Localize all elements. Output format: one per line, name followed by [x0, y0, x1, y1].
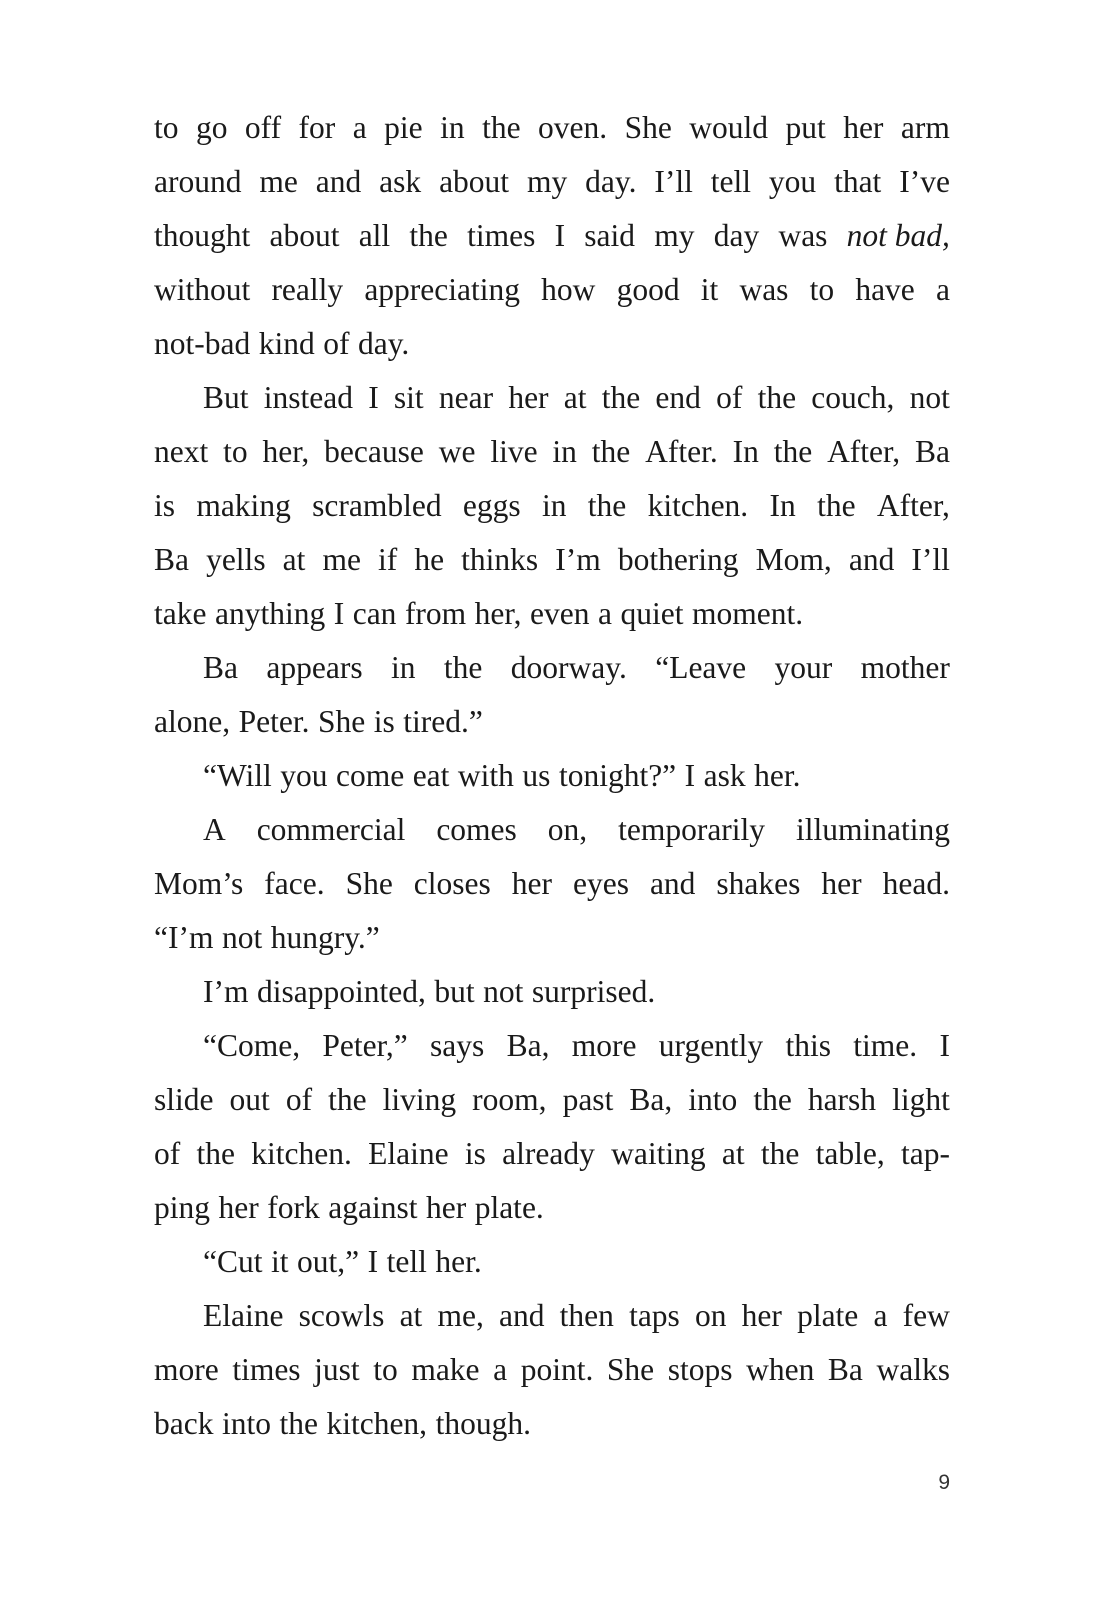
word: Ba [154, 542, 189, 577]
word: it [700, 272, 719, 307]
word: I’ll [654, 164, 693, 199]
word: put [785, 110, 826, 145]
word: me [322, 542, 361, 577]
word: us [522, 758, 551, 793]
word: at [282, 542, 306, 577]
word: you [768, 164, 817, 199]
word: me [259, 164, 298, 199]
word: She [624, 110, 672, 145]
word: he [414, 542, 445, 577]
text-line [154, 857, 950, 911]
word: the [328, 1082, 367, 1117]
word: couch, [811, 380, 895, 415]
word: with [457, 758, 514, 793]
word: is [154, 488, 176, 523]
word: about [269, 218, 340, 253]
word: A [203, 812, 226, 847]
word: closes [413, 866, 491, 901]
word: you [280, 758, 328, 793]
word: not [909, 380, 950, 415]
word: back [154, 1406, 214, 1441]
word: comes [436, 812, 517, 847]
word: if [378, 542, 398, 577]
word: Ba [827, 1352, 863, 1387]
word: against [328, 1190, 418, 1225]
text-line [154, 911, 950, 965]
word: hungry.” [270, 920, 380, 955]
word: the [757, 380, 797, 415]
word: to [809, 272, 835, 307]
word: I [684, 758, 696, 793]
word: go [195, 110, 228, 145]
word: make [411, 1352, 480, 1387]
word: though. [435, 1406, 531, 1441]
text-line [154, 317, 950, 371]
word: come [335, 758, 405, 793]
word: I [554, 218, 566, 253]
word: table, [815, 1136, 885, 1171]
text-line [154, 695, 950, 749]
word: her. [435, 1244, 482, 1279]
word: making [196, 488, 291, 523]
text-line [154, 101, 950, 155]
word: plate. [474, 1190, 544, 1225]
word: her [511, 866, 552, 901]
word: After, [876, 488, 950, 523]
word: Peter,” [322, 1028, 408, 1063]
word: kind [258, 326, 315, 361]
word: Ba, [629, 1082, 673, 1117]
word: pie [384, 110, 423, 145]
word: about [439, 164, 510, 199]
word: Mom’s [154, 866, 244, 901]
word: ping [154, 1190, 211, 1225]
word: times [232, 1352, 301, 1387]
word: Mom, [755, 542, 832, 577]
word: kitchen. [251, 1136, 352, 1171]
word: was [739, 272, 789, 307]
word: point. [520, 1352, 594, 1387]
word: the [409, 218, 448, 253]
word: when [746, 1352, 815, 1387]
word: tell [386, 1244, 427, 1279]
word: all [358, 218, 391, 253]
word: kitchen, [326, 1406, 428, 1441]
word: head. [882, 866, 950, 901]
word: not bad, [846, 218, 950, 253]
word: from [404, 596, 467, 631]
word: the [196, 1136, 235, 1171]
word: can [352, 596, 397, 631]
word: to [223, 434, 248, 469]
word: fork [267, 1190, 320, 1225]
word: disappointed, [256, 974, 426, 1009]
word: “Come, [203, 1028, 301, 1063]
word: at [563, 380, 587, 415]
word: tell [710, 164, 751, 199]
word: said [584, 218, 636, 253]
word: on, [547, 812, 588, 847]
word: really [271, 272, 344, 307]
text-line [154, 1235, 950, 1289]
word: quiet [620, 596, 684, 631]
word: Ba [203, 650, 238, 685]
word: her [425, 1190, 467, 1225]
word: past [562, 1082, 614, 1117]
word: without [154, 272, 251, 307]
word: I [939, 1028, 950, 1063]
word: “Will [203, 758, 272, 793]
word: on [694, 1298, 727, 1333]
word: live [490, 434, 538, 469]
word: of [154, 1136, 181, 1171]
word: just [314, 1352, 360, 1387]
word: Ba, [506, 1028, 550, 1063]
word: in [390, 650, 416, 685]
word: commercial [256, 812, 406, 847]
word: into [688, 1082, 738, 1117]
word: walks [876, 1352, 950, 1387]
text-line [154, 1073, 950, 1127]
word: tonight?” [558, 758, 677, 793]
word: her [508, 380, 549, 415]
word: it [271, 1244, 289, 1279]
word: a [597, 596, 612, 631]
text-line [154, 479, 950, 533]
text-line [154, 1397, 950, 1451]
text-line [154, 209, 950, 263]
word: thought [154, 218, 251, 253]
word: at [721, 1136, 745, 1171]
word: her [218, 1190, 259, 1225]
word: She [345, 866, 393, 901]
word: this [785, 1028, 831, 1063]
word: not-bad [154, 326, 251, 361]
word: ask [379, 164, 422, 199]
word: She [606, 1352, 655, 1387]
text-line [154, 965, 950, 1019]
word: times [467, 218, 536, 253]
word: day [713, 218, 760, 253]
word: the [817, 488, 856, 523]
word: the [443, 650, 483, 685]
word: harsh [807, 1082, 877, 1117]
word: already [502, 1136, 595, 1171]
word: my [526, 164, 568, 199]
word: scowls [298, 1298, 385, 1333]
word: I’m [203, 974, 249, 1009]
word: taps [629, 1298, 680, 1333]
text-line [154, 587, 950, 641]
word: appears [266, 650, 363, 685]
word: we [438, 434, 476, 469]
word: her [741, 1298, 782, 1333]
word: thinks [461, 542, 539, 577]
word: urgently [658, 1028, 764, 1063]
word: that [834, 164, 882, 199]
word: of [716, 380, 743, 415]
word: After, [827, 434, 901, 469]
word: Peter. [238, 704, 310, 739]
word: appreciating [364, 272, 520, 307]
word: off [244, 110, 282, 145]
word: was [778, 218, 828, 253]
word: eyes [572, 866, 629, 901]
word: sit [393, 380, 424, 415]
text-line [154, 1343, 950, 1397]
word: oven. [538, 110, 608, 145]
word: and [848, 542, 895, 577]
word: Ba [915, 434, 950, 469]
text-line [154, 641, 950, 695]
word: more [571, 1028, 637, 1063]
word: After. [645, 434, 718, 469]
word: not [221, 920, 263, 955]
word: I [333, 596, 345, 631]
word: bothering [617, 542, 739, 577]
word: But [203, 380, 249, 415]
word: would [689, 110, 769, 145]
word: “Leave [655, 650, 747, 685]
word: because [324, 434, 424, 469]
word: then [559, 1298, 614, 1333]
word: how [541, 272, 596, 307]
word: and [499, 1298, 545, 1333]
word: is [464, 1136, 486, 1171]
word: waiting [611, 1136, 706, 1171]
word: plate [797, 1298, 859, 1333]
word: the [753, 1082, 792, 1117]
text-line [154, 1127, 950, 1181]
word: her. [754, 758, 801, 793]
word: me, [437, 1298, 484, 1333]
word: have [855, 272, 915, 307]
word: end [655, 380, 701, 415]
word: around [154, 164, 242, 199]
word: arm [900, 110, 950, 145]
word: of [323, 326, 350, 361]
word: for [298, 110, 336, 145]
word: out [229, 1082, 270, 1117]
word: near [438, 380, 494, 415]
word: to [154, 110, 179, 145]
word: ask [703, 758, 746, 793]
word: her, [474, 596, 522, 631]
word: “Cut [203, 1244, 263, 1279]
word: to [373, 1352, 398, 1387]
word: I [367, 1244, 379, 1279]
word: few [902, 1298, 950, 1333]
word: but [434, 974, 475, 1009]
text-line [154, 155, 950, 209]
word: shakes [716, 866, 801, 901]
word: the [587, 488, 627, 523]
word: yells [206, 542, 266, 577]
word: take [154, 596, 207, 631]
word: and [315, 164, 362, 199]
text-line [154, 1289, 950, 1343]
word: the [482, 110, 521, 145]
word: Elaine [203, 1298, 284, 1333]
word: day. [358, 326, 410, 361]
word: a [352, 110, 367, 145]
word: alone, [154, 704, 231, 739]
word: in [541, 488, 567, 523]
word: surprised. [531, 974, 656, 1009]
word: room, [472, 1082, 547, 1117]
word: tap- [900, 1136, 950, 1171]
word: moment. [691, 596, 804, 631]
word: into [221, 1406, 271, 1441]
word: In [732, 434, 759, 469]
text-line [154, 425, 950, 479]
word: day. [585, 164, 637, 199]
word: in [440, 110, 465, 145]
word: stops [667, 1352, 733, 1387]
word: is [373, 704, 395, 739]
text-line [154, 803, 950, 857]
word: and [649, 866, 696, 901]
word: good [616, 272, 680, 307]
word: says [430, 1028, 485, 1063]
word: mother [860, 650, 950, 685]
word: the [591, 434, 631, 469]
word: light [892, 1082, 950, 1117]
word: She [317, 704, 366, 739]
body-text [154, 101, 950, 1451]
word: a [935, 272, 950, 307]
word: tired.” [403, 704, 483, 739]
word: at [399, 1298, 423, 1333]
word: my [654, 218, 695, 253]
text-line [154, 1181, 950, 1235]
word: eat [412, 758, 450, 793]
word: “I’m [154, 920, 214, 955]
word: next [154, 434, 209, 469]
word: temporarily [618, 812, 766, 847]
word: out,” [297, 1244, 360, 1279]
word: I’ll [911, 542, 950, 577]
word: the [279, 1406, 318, 1441]
word: instead [263, 380, 353, 415]
word: anything [214, 596, 326, 631]
word: in [552, 434, 577, 469]
word: the [760, 1136, 800, 1171]
word: her [843, 110, 884, 145]
word: doorway. [510, 650, 627, 685]
text-line [154, 1019, 950, 1073]
word: In [769, 488, 796, 523]
word: her, [262, 434, 310, 469]
word: slide [154, 1082, 214, 1117]
word: the [773, 434, 813, 469]
word: I [368, 380, 379, 415]
word: a [493, 1352, 508, 1387]
word: I’ve [899, 164, 950, 199]
text-line [154, 749, 950, 803]
text-line [154, 263, 950, 317]
word: not [483, 974, 524, 1009]
word: kitchen. [647, 488, 749, 523]
word: Elaine [368, 1136, 449, 1171]
word: eggs [462, 488, 521, 523]
word: illuminating [796, 812, 950, 847]
word: scrambled [312, 488, 442, 523]
word: living [382, 1082, 457, 1117]
word: more [154, 1352, 219, 1387]
word: of [285, 1082, 313, 1117]
text-line [154, 371, 950, 425]
word: a [873, 1298, 888, 1333]
word: time. [853, 1028, 918, 1063]
word: your [774, 650, 833, 685]
page-number: 9 [938, 1471, 950, 1494]
word: even [530, 596, 590, 631]
word: I’m [555, 542, 601, 577]
word: face. [264, 866, 325, 901]
word: her [821, 866, 862, 901]
word: the [601, 380, 641, 415]
text-line [154, 533, 950, 587]
